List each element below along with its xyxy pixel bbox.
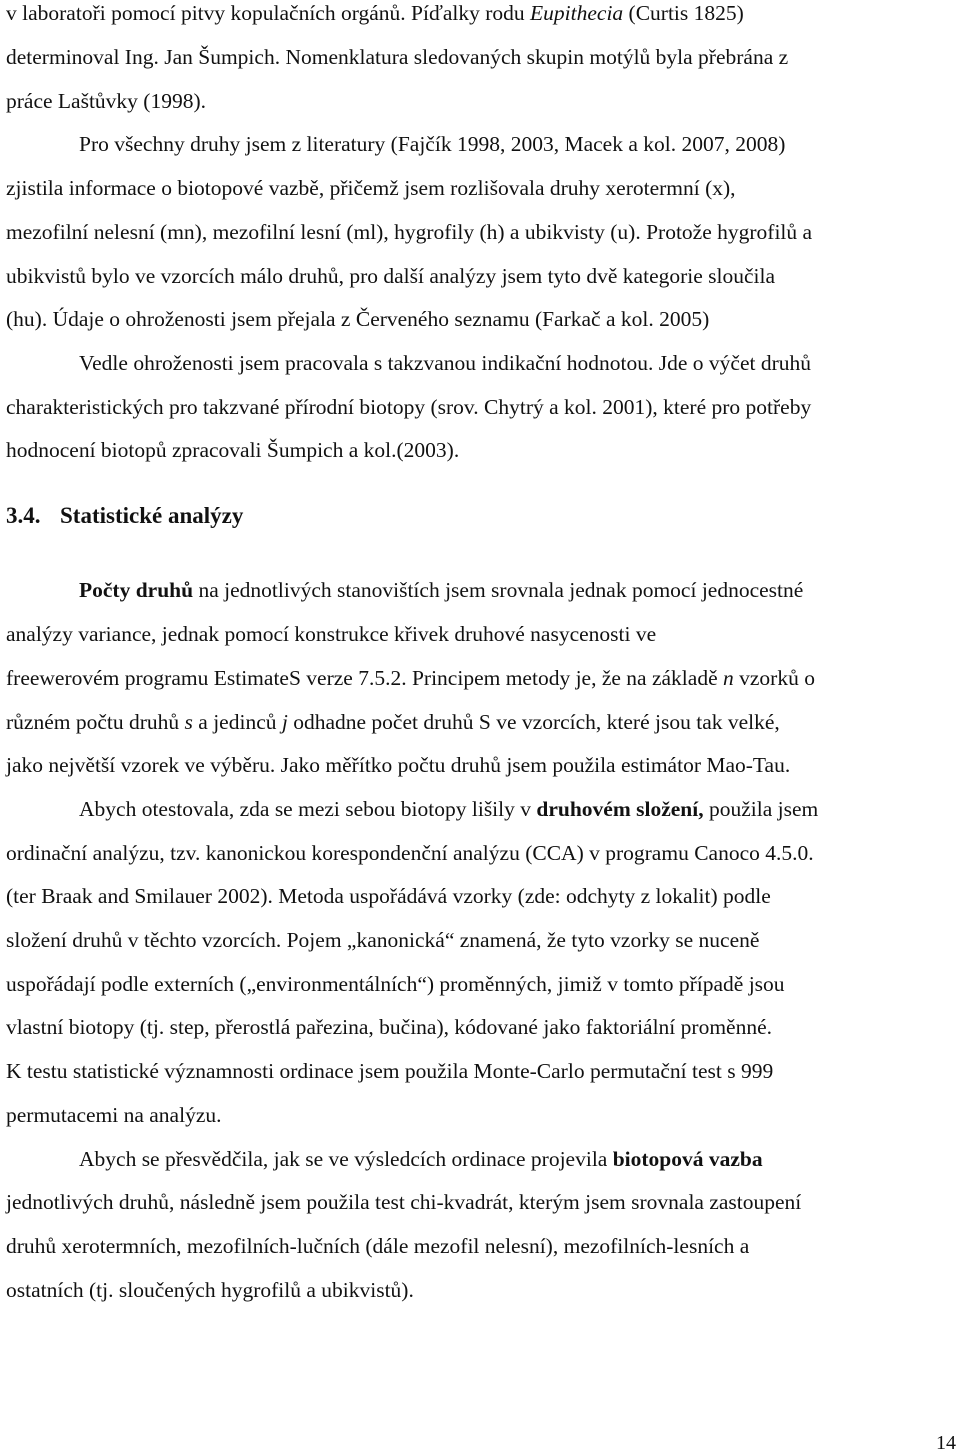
text-run: Abych otestovala, zda se mezi sebou biotopy lišily v bbox=[79, 797, 537, 821]
text-run: freewerovém programu EstimateS verze 7.5.2. Principem metody je, že na základě bbox=[6, 666, 723, 690]
text-line bbox=[6, 91, 206, 113]
text-line bbox=[79, 799, 818, 821]
text-run: hodnocení biotopů zpracovali Šumpich a kol.(2003). bbox=[6, 438, 460, 462]
text-run: (hu). Údaje o ohroženosti jsem přejala z Červeného seznamu (Farkač a kol. 2005) bbox=[6, 307, 710, 331]
text-run: vlastní biotopy (tj. step, přerostlá pařezina, bučina), kódované jako faktoriální proměnné. bbox=[6, 1015, 773, 1039]
text-line bbox=[6, 266, 775, 288]
text-line bbox=[6, 1017, 772, 1039]
section-title: Statistické analýzy bbox=[60, 503, 244, 528]
text-run: K testu statistické významnosti ordinace jsem použila Monte-Carlo permutační test s 999 bbox=[6, 1059, 774, 1083]
text-line bbox=[6, 1280, 414, 1302]
italic-text: j bbox=[281, 710, 288, 734]
text-run: charakteristických pro takzvané přírodní biotopy (srov. Chytrý a kol. 2001), které pro potřeby bbox=[6, 395, 812, 419]
text-line bbox=[6, 1105, 222, 1127]
text-run: v laboratoři pomocí pitvy kopulačních orgánů. Píďalky rodu bbox=[6, 1, 531, 25]
text-line bbox=[6, 712, 780, 734]
text-run: práce Laštůvky (1998). bbox=[6, 89, 206, 113]
text-line bbox=[6, 886, 771, 908]
text-run: ubikvistů bylo ve vzorcích málo druhů, pro další analýzy jsem tyto dvě kategorie sloučila bbox=[6, 264, 776, 288]
text-run: Abych se přesvědčila, jak se ve výsledcích ordinace projevila bbox=[79, 1147, 613, 1171]
text-run: odhadne počet druhů S ve vzorcích, které jsou tak velké, bbox=[287, 710, 780, 734]
text-run: (ter Braak and Smilauer 2002). Metoda uspořádává vzorky (zde: odchyty z lokalit) podle bbox=[6, 884, 771, 908]
text-line bbox=[6, 624, 656, 646]
text-line bbox=[6, 222, 812, 244]
text-line bbox=[6, 843, 814, 865]
text-run: jako největší vzorek ve výběru. Jako měřítko počtu druhů jsem použila estimátor Mao-Tau. bbox=[6, 753, 791, 777]
bold-text: druhovém složení, bbox=[536, 797, 704, 821]
text-line bbox=[6, 1061, 773, 1083]
section-number: 3.4. bbox=[6, 503, 41, 528]
text-line bbox=[6, 47, 788, 69]
page-number: 14 bbox=[936, 1432, 956, 1454]
text-line bbox=[6, 974, 785, 996]
text-run: ostatních (tj. sloučených hygrofilů a ubikvistů). bbox=[6, 1278, 414, 1302]
text-line bbox=[6, 755, 790, 777]
text-line bbox=[6, 1236, 749, 1258]
text-run: determinoval Ing. Jan Šumpich. Nomenklatura sledovaných skupin motýlů byla přebrána z bbox=[6, 45, 789, 69]
text-run: zjistila informace o biotopové vazbě, přičemž jsem rozlišovala druhy xerotermní (x), bbox=[6, 176, 736, 200]
text-line bbox=[79, 1149, 763, 1171]
text-line bbox=[79, 134, 785, 156]
text-line bbox=[79, 353, 811, 375]
text-run: jednotlivých druhů, následně jsem použila test chi-kvadrát, kterým jsem srovnala zastoupení bbox=[6, 1190, 802, 1214]
text-run: mezofilní nelesní (mn), mezofilní lesní (ml), hygrofily (h) a ubikvisty (u). Protože hygrofilů a bbox=[6, 220, 813, 244]
text-line bbox=[6, 440, 459, 462]
text-run: ordinační analýzu, tzv. kanonickou korespondenční analýzu (CCA) v programu Canoco 4.5.0. bbox=[6, 841, 814, 865]
text-run: použila jsem bbox=[703, 797, 819, 821]
section-heading bbox=[6, 503, 243, 529]
bold-text: biotopová vazba bbox=[612, 1147, 763, 1171]
text-line bbox=[6, 178, 736, 200]
text-run: druhů xerotermních, mezofilních-lučních (dále mezofil nelesní), mezofilních-lesních a bbox=[6, 1234, 750, 1258]
text-line bbox=[6, 1192, 801, 1214]
italic-text: Eupithecia bbox=[530, 1, 624, 25]
text-run: uspořádají podle externích („environmentálních“) proměnných, jimiž v tomto případě jsou bbox=[6, 972, 785, 996]
text-run: (Curtis 1825) bbox=[623, 1, 744, 25]
text-run: analýzy variance, jednak pomocí konstrukce křivek druhové nasycenosti ve bbox=[6, 622, 657, 646]
text-line bbox=[6, 668, 815, 690]
text-run: vzorků o bbox=[733, 666, 815, 690]
text-run: Vedle ohroženosti jsem pracovala s takzvanou indikační hodnotou. Jde o výčet druhů bbox=[79, 351, 811, 375]
italic-text: s bbox=[184, 710, 193, 734]
bold-text: Počty druhů bbox=[79, 578, 194, 602]
text-line bbox=[6, 930, 759, 952]
text-run: různém počtu druhů bbox=[6, 710, 185, 734]
text-run: a jedinců bbox=[192, 710, 282, 734]
text-line bbox=[6, 397, 811, 419]
text-run: permutacemi na analýzu. bbox=[6, 1103, 222, 1127]
text-run: složení druhů v těchto vzorcích. Pojem „kanonická“ znamená, že tyto vzorky se nuceně bbox=[6, 928, 760, 952]
text-line bbox=[6, 309, 709, 331]
text-run: na jednotlivých stanovištích jsem srovnala jednak pomocí jednocestné bbox=[193, 578, 804, 602]
text-line bbox=[79, 580, 803, 602]
italic-text: n bbox=[723, 666, 734, 690]
text-run: Pro všechny druhy jsem z literatury (Fajčík 1998, 2003, Macek a kol. 2007, 2008) bbox=[79, 132, 786, 156]
text-line bbox=[6, 3, 744, 25]
